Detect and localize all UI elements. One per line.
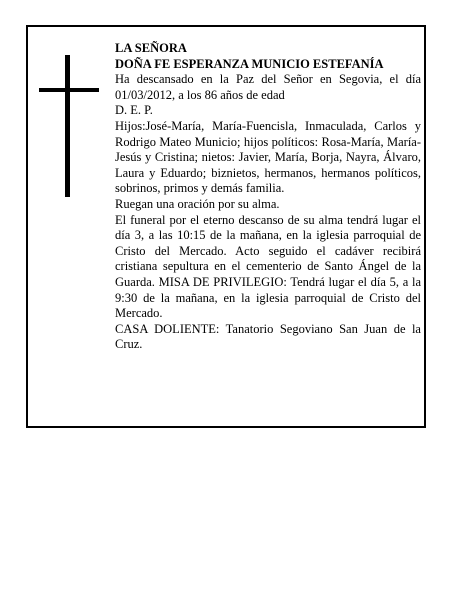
cross-horizontal-bar <box>39 88 99 92</box>
notice-title: LA SEÑORA <box>115 41 187 55</box>
deceased-name: DOÑA FE ESPERANZA MUNICIO ESTEFANÍA <box>115 56 384 71</box>
obituary-notice <box>26 25 426 428</box>
mourning-house: CASA DOLIENTE: Tanatorio Segoviano San Juan de la Cruz. <box>115 321 421 352</box>
family-list: Hijos:José-María, María-Fuencisla, Inmaculada, Carlos y Rodrigo Mateo Municio; hijos políticos: Rosa-María, María-Jesús y Cristina; nietos: Javier, María, Borja, Nayra, Álvaro, Laura y Eduardo; biznietos, hermanos, hermanos políticos, sobrinos, primos y demás familia. <box>115 118 421 196</box>
cross-icon <box>39 55 99 197</box>
cross-vertical-bar <box>65 55 70 197</box>
prayer-request: Ruegan una oración por su alma. <box>115 196 280 211</box>
funeral-details: El funeral por el eterno descanso de su alma tendrá lugar el día 3, a las 10:15 de la mañana, en la iglesia parroquial de Cristo del Mercado. Acto seguido el cadáver recibirá cristiana sepultura en el cementerio de Santo Ángel de la Guarda. MISA DE PRIVILEGIO: Tendrá lugar el día 5, a la 9:30 de la mañana, en la iglesia parroquial de Cristo del Mercado. <box>115 212 421 321</box>
notice-text <box>115 41 421 353</box>
death-statement: Ha descansado en la Paz del Señor en Segovia, el día 01/03/2012, a los 86 años de edad <box>115 72 421 102</box>
dep-line: D. E. P. <box>115 103 153 118</box>
